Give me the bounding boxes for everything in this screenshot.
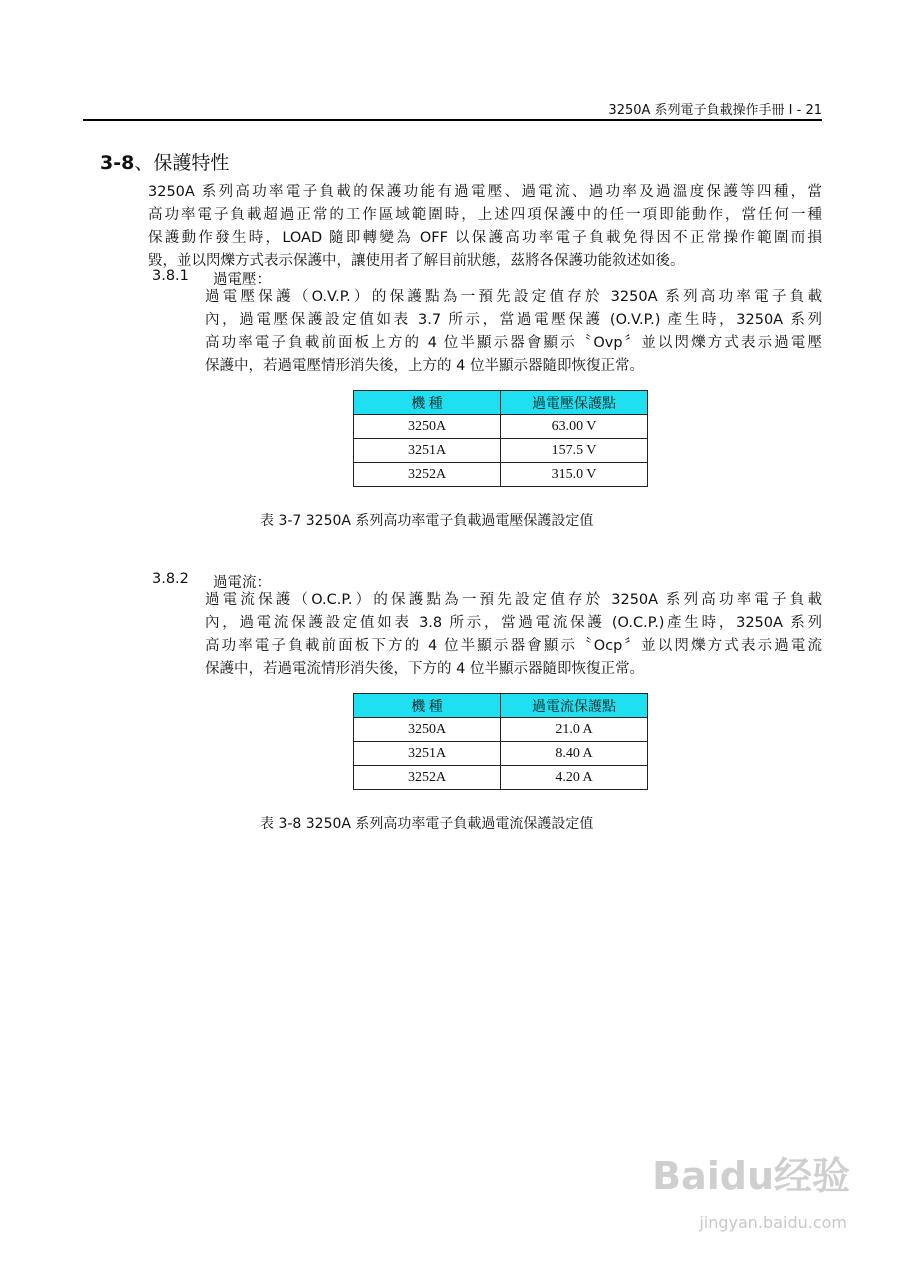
table-row xyxy=(354,415,648,439)
ocp-line: 內，過電流保護設定值如表 3.8 所示，當過電流保護 (O.C.P.)產生時，3250A 系列 xyxy=(205,615,822,631)
ovp-line: 內，過電壓保護設定值如表 3.7 所示，當過電壓保護 (O.V.P.) 產生時，3250A 系列 xyxy=(205,312,822,328)
subsection-title: 過電流： xyxy=(213,575,271,591)
model-cell: 3250A xyxy=(354,415,501,439)
ocp-table-caption: 表 3-8 3250A 系列高功率電子負載過電流保護設定值 xyxy=(260,816,594,832)
table-header: 機 種 xyxy=(354,391,501,415)
section-title: 、保護特性 xyxy=(134,152,230,174)
ocp-line: 過電流保護（O.C.P.）的保護點為一預先設定值存於 3250A 系列高功率電子負載 xyxy=(205,592,822,608)
ovp-line: 高功率電子負載前面板上方的 4 位半顯示器會顯示〝Ovp〞並以閃爍方式表示過電壓 xyxy=(205,335,822,351)
watermark-logo: Baidu经验 xyxy=(652,1154,850,1198)
table-row xyxy=(354,463,648,487)
model-cell: 3250A xyxy=(354,718,501,742)
table-row xyxy=(354,742,648,766)
page-header: 3250A 系列電子負載操作手冊 I - 21 xyxy=(608,103,822,118)
intro-line: 毀，並以閃爍方式表示保護中，讓使用者了解目前狀態，茲將各保護功能敘述如後。 xyxy=(148,253,685,269)
ovp-line: 過電壓保護（O.V.P.）的保護點為一預先設定值存於 3250A 系列高功率電子負載 xyxy=(205,289,822,305)
value-cell: 21.0 A xyxy=(501,718,648,742)
subsection-title: 過電壓： xyxy=(213,272,271,288)
model-cell: 3252A xyxy=(354,463,501,487)
subsection-number: 3.8.1 xyxy=(152,268,189,284)
intro-line: 高功率電子負載超過正常的工作區域範圍時，上述四項保護中的任一項即能動作，當任何一種 xyxy=(148,207,822,223)
subsection-number: 3.8.2 xyxy=(152,571,189,587)
section-number: 3-8 xyxy=(100,152,135,174)
model-cell: 3251A xyxy=(354,439,501,463)
value-cell: 63.00 V xyxy=(501,415,648,439)
table-header: 機 種 xyxy=(354,694,501,718)
table-header: 過電流保護點 xyxy=(501,694,648,718)
table-row xyxy=(354,439,648,463)
ocp-table xyxy=(353,693,648,790)
ocp-line: 保護中，若過電流情形消失後，下方的 4 位半顯示器隨即恢復正常。 xyxy=(205,661,644,677)
watermark-url: jingyan.baidu.com xyxy=(699,1213,847,1232)
ovp-table-caption: 表 3-7 3250A 系列高功率電子負載過電壓保護設定值 xyxy=(260,513,594,529)
ovp-line: 保護中，若過電壓情形消失後，上方的 4 位半顯示器隨即恢復正常。 xyxy=(205,358,644,374)
subsection-ovp xyxy=(152,268,271,288)
model-cell: 3252A xyxy=(354,766,501,790)
header-rule xyxy=(83,119,822,121)
value-cell: 4.20 A xyxy=(501,766,648,790)
table-header: 過電壓保護點 xyxy=(501,391,648,415)
section-heading xyxy=(100,148,229,175)
subsection-ocp xyxy=(152,571,271,591)
ovp-table xyxy=(353,390,648,487)
model-cell: 3251A xyxy=(354,742,501,766)
intro-line: 3250A 系列高功率電子負載的保護功能有過電壓、過電流、過功率及過溫度保護等四種，當 xyxy=(148,184,822,200)
intro-line: 保護動作發生時，LOAD 隨即轉變為 OFF 以保護高功率電子負載免得因不正常操作範圍而損 xyxy=(148,230,822,246)
table-row xyxy=(354,766,648,790)
value-cell: 8.40 A xyxy=(501,742,648,766)
value-cell: 157.5 V xyxy=(501,439,648,463)
value-cell: 315.0 V xyxy=(501,463,648,487)
table-row xyxy=(354,718,648,742)
ocp-line: 高功率電子負載前面板下方的 4 位半顯示器會顯示〝Ocp〞並以閃爍方式表示過電流 xyxy=(205,638,822,654)
